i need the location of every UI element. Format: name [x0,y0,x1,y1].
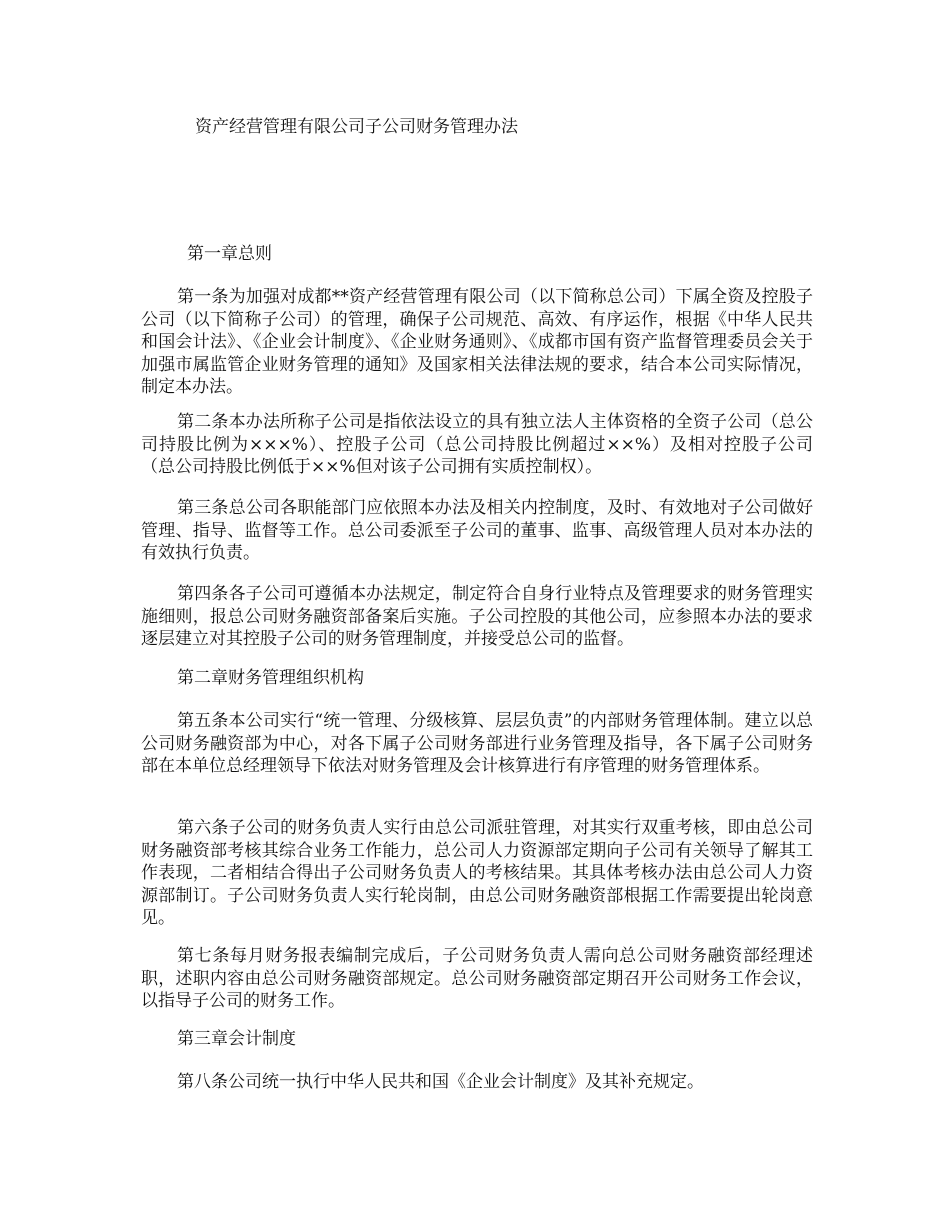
article-5: 第五条本公司实行“统一管理、分级核算、层层负责”的内部财务管理体制。建立以总公司财务融资部为中心，对各下属子公司财务部进行业务管理及指导，各下属子公司财务部在本单位总经理领导下依法对财务管理及会计核算进行有序管理的财务管理体系。 [141,711,813,776]
article-8: 第八条公司统一执行中华人民共和国《企业会计制度》及其补充规定。 [177,1072,704,1092]
article-6: 第六条子公司的财务负责人实行由总公司派驻管理，对其实行双重考核，即由总公司财务融资部考核其综合业务工作能力，总公司人力资源部定期向子公司有关领导了解其工作表现，二者相结合得出子公司财务负责人的考核结果。其具体考核办法由总公司人力资源部制订。子公司财务负责人实行轮岗制，由总公司财务融资部根据工作需要提出轮岗意见。 [141,818,813,928]
chapter-2-heading: 第二章财务管理组织机构 [177,668,364,688]
chapter-1-heading: 第一章总则 [187,244,272,264]
chapter-3-heading: 第三章会计制度 [177,1029,296,1049]
article-1: 第一条为加强对成都**资产经营管理有限公司（以下简称总公司）下属全资及控股子公司（以下简称子公司）的管理，确保子公司规范、高效、有序运作，根据《中华人民共和国会计法》、《企业会计制度》、《企业财务通则》、《成都市国有资产监督管理委员会关于加强市属监管企业财务管理的通知》及国家相关法律法规的要求，结合本公司实际情况，制定本办法。 [141,287,813,397]
article-7: 第七条每月财务报表编制完成后，子公司财务负责人需向总公司财务融资部经理述职，述职内容由总公司财务融资部规定。总公司财务融资部定期召开公司财务工作会议，以指导子公司的财务工作。 [141,946,813,1011]
article-3: 第三条总公司各职能部门应依照本办法及相关内控制度，及时、有效地对子公司做好管理、指导、监督等工作。总公司委派至子公司的董事、监事、高级管理人员对本办法的有效执行负责。 [141,498,813,563]
article-2: 第二条本办法所称子公司是指依法设立的具有独立法人主体资格的全资子公司（总公司持股比例为×××%）、控股子公司（总公司持股比例超过××%）及相对控股子公司（总公司持股比例低于××%但对该子公司拥有实质控制权）。 [141,412,813,477]
document-title: 资产经营管理有限公司子公司财务管理办法 [195,117,518,137]
article-4: 第四条各子公司可遵循本办法规定，制定符合自身行业特点及管理要求的财务管理实施细则，报总公司财务融资部备案后实施。子公司控股的其他公司，应参照本办法的要求逐层建立对其控股子公司的财务管理制度，并接受总公司的监督。 [141,584,813,649]
